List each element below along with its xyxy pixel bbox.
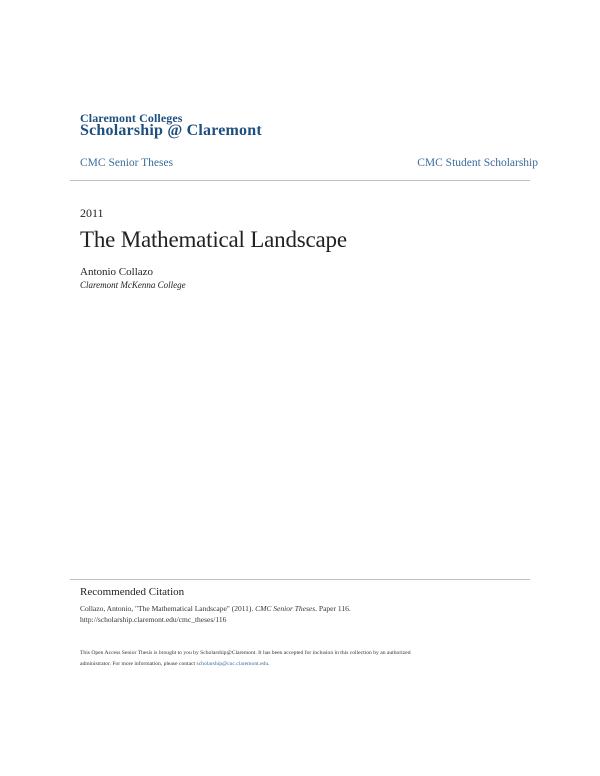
author-institution: Claremont McKenna College — [80, 280, 186, 290]
brand-top: Claremont Colleges — [80, 111, 183, 125]
nav-link-senior-theses[interactable]: CMC Senior Theses — [80, 157, 174, 169]
citation-text — [80, 604, 351, 613]
contact-email-link[interactable]: scholarship@cuc.claremont.edu — [196, 661, 269, 667]
notice-line-2 — [80, 661, 270, 667]
publication-year: 2011 — [80, 206, 104, 220]
nav-link-student-scholarship[interactable]: CMC Student Scholarship — [417, 157, 538, 169]
citation-suffix: . Paper 116. — [315, 604, 351, 613]
notice-prefix: administrator. For more information, please contact — [80, 661, 197, 667]
brand-main[interactable]: Scholarship @ Claremont — [80, 122, 262, 139]
citation-heading: Recommended Citation — [80, 586, 185, 598]
author-name: Antonio Collazo — [80, 266, 154, 278]
citation-series: CMC Senior Theses — [255, 604, 316, 613]
notice-suffix: . — [268, 661, 270, 667]
citation-divider — [70, 579, 530, 580]
notice-line-1: This Open Access Senior Thesis is brought to you by Scholarship@Claremont. It has been accepted for inclusion in this collection by an authorized — [80, 650, 411, 656]
citation-url[interactable]: http://scholarship.claremont.edu/cmc_theses/116 — [80, 615, 227, 624]
paper-title: The Mathematical Landscape — [80, 227, 347, 252]
header-divider — [70, 180, 530, 181]
citation-prefix: Collazo, Antonio, "The Mathematical Landscape" (2011). — [80, 604, 256, 613]
